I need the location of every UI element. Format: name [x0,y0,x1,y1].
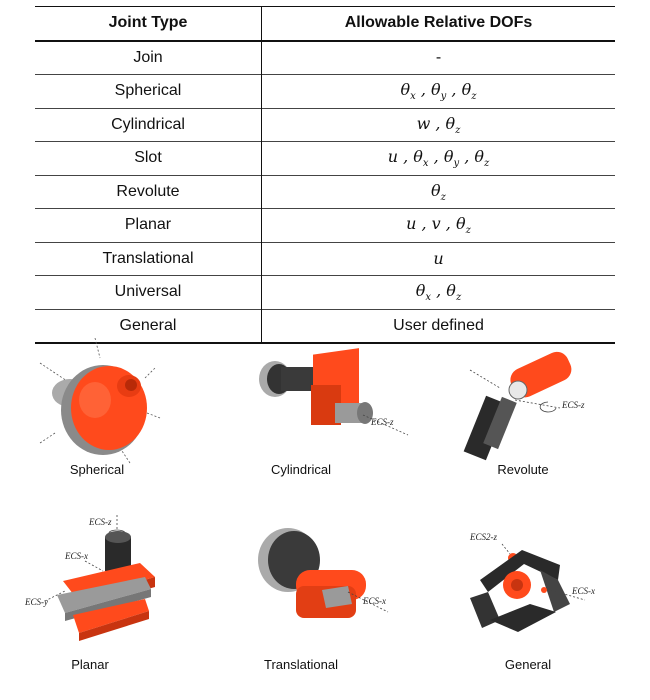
planar-caption: Planar [71,657,109,672]
dofs-cell: u [433,249,444,269]
table-row [35,276,615,310]
revolute-caption: Revolute [497,462,549,477]
joint-type-cell: Planar [35,209,262,243]
table-row [35,175,615,209]
dofs-cell: $\theta_x$ , $\theta_z$ [415,281,462,304]
revolute-joint-figure [460,350,620,500]
planar-axis-label-x: ECS-x [65,551,88,561]
joint-type-cell: Translational [35,242,262,276]
revolute-joint-illustration [460,350,620,500]
table-row [35,242,615,276]
general-axis-label-z: ECS2-z [470,532,497,542]
header-joint-type: Joint Type [35,7,262,41]
revolute-axis-label: ECS-z [562,400,585,410]
table-row [35,142,615,176]
spherical-caption: Spherical [69,462,125,477]
joint-dof-table [35,6,615,344]
planar-axis-label-z: ECS-z [89,517,112,527]
joint-type-cell: Slot [35,142,262,176]
header-allowable-dofs: Allowable Relative DOFs [262,7,616,41]
joint-type-cell: Universal [35,276,262,310]
translational-axis-label: ECS-x [363,596,386,606]
translational-caption: Translational [264,657,338,672]
cylindrical-axis-label: ECS-z [371,417,394,427]
general-joint-figure [460,520,620,670]
joint-type-cell: General [35,309,262,343]
planar-joint-illustration [25,515,185,665]
general-caption: General [504,657,552,672]
joint-type-cell: Revolute [35,175,262,209]
translational-joint-figure [248,520,408,670]
dofs-cell: u , $\theta_x$ , $\theta_y$ , $\theta_z$ [387,147,490,170]
dofs-cell: $\theta_z$ [431,180,446,203]
table-header-row [35,7,615,41]
general-joint-illustration [460,520,620,670]
planar-axis-label-y: ECS-y [25,597,48,607]
joint-type-cell: Spherical [35,75,262,109]
table-row [35,41,615,75]
dofs-cell: w , $\theta_z$ [416,113,461,136]
planar-joint-figure [25,515,185,665]
translational-joint-illustration [248,520,408,670]
table-row [35,108,615,142]
joint-type-cell: Cylindrical [35,108,262,142]
joint-type-cell: Join [35,41,262,75]
dofs-cell: - [435,48,442,66]
cylindrical-caption: Cylindrical [271,462,331,477]
general-axis-label-x: ECS-x [572,586,595,596]
dofs-cell: u , v , $\theta_z$ [406,214,471,237]
dofs-cell: $\theta_x$ , $\theta_y$ , $\theta_z$ [400,80,477,103]
table-row [35,75,615,109]
table-row [35,209,615,243]
dofs-cell: User defined [393,316,484,334]
